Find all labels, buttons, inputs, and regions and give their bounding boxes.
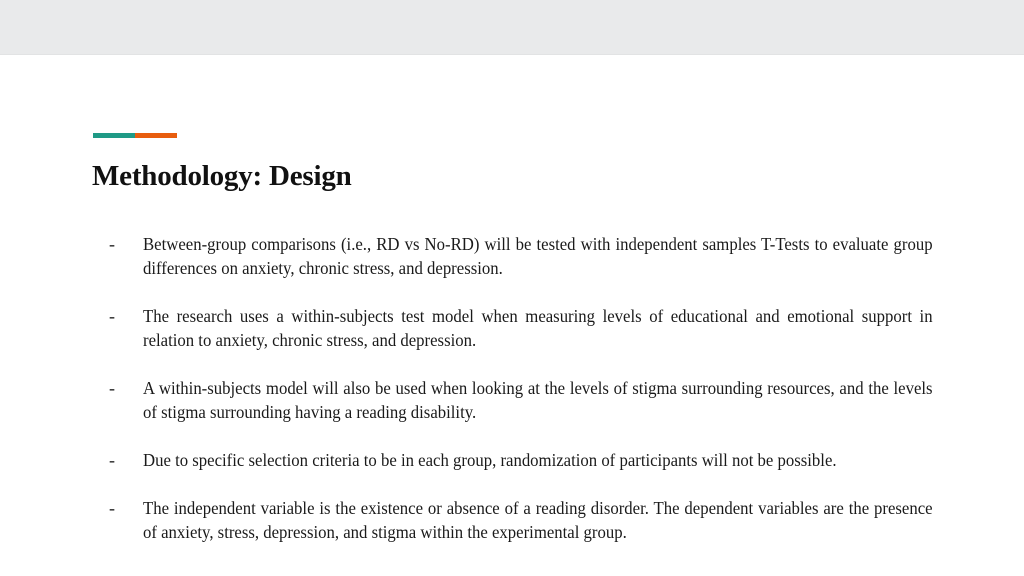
bullet-item xyxy=(104,448,934,472)
bullet-text: Due to specific selection criteria to be in each group, randomization of participants will not be possible. xyxy=(143,450,837,470)
bullet-list xyxy=(104,232,934,568)
bullet-text: The research uses a within-subjects test model when measuring levels of educational and emotional support in relation to anxiety, chronic stress, and depression. xyxy=(143,306,933,350)
bullet-dash: - xyxy=(109,234,115,254)
title-accent-bar xyxy=(93,133,177,138)
bullet-text: The independent variable is the existence or absence of a reading disorder. The dependent variables are the presence of anxiety, stress, depression, and stigma within the experimental group. xyxy=(143,498,933,542)
bullet-item xyxy=(104,232,934,280)
bullet-text: Between-group comparisons (i.e., RD vs No-RD) will be tested with independent samples T-Tests to evaluate group differences on anxiety, chronic stress, and depression. xyxy=(143,234,933,278)
slide-header-band xyxy=(0,0,1024,55)
accent-segment-orange xyxy=(135,133,177,138)
bullet-item xyxy=(104,496,934,544)
slide-title: Methodology: Design xyxy=(92,160,352,192)
bullet-dash: - xyxy=(109,306,115,326)
bullet-item xyxy=(104,376,934,424)
bullet-dash: - xyxy=(109,378,115,398)
bullet-dash: - xyxy=(109,450,115,470)
bullet-dash: - xyxy=(109,498,115,518)
accent-segment-teal xyxy=(93,133,135,138)
bullet-item xyxy=(104,304,934,352)
bullet-text: A within-subjects model will also be used when looking at the levels of stigma surrounding resources, and the levels of stigma surrounding having a reading disability. xyxy=(143,378,933,422)
